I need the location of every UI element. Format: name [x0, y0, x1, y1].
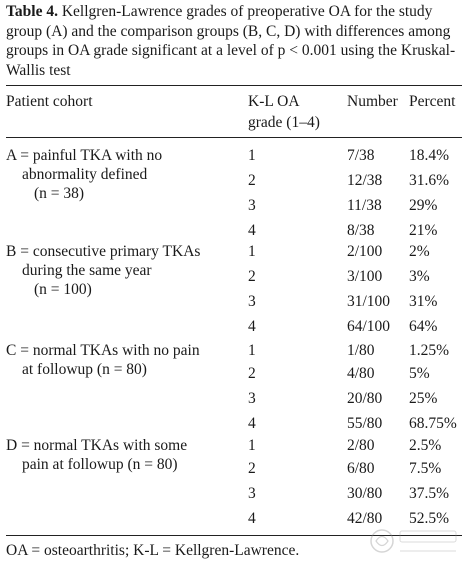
- cohort-label-line: C = normal TKAs with no pain: [6, 342, 200, 359]
- cohort-label-line: (n = 100): [34, 281, 92, 298]
- cell-percent: 21%: [409, 222, 438, 239]
- cell-percent: 2.5%: [409, 437, 442, 454]
- cell-percent: 25%: [409, 390, 438, 407]
- cell-number: 30/80: [347, 485, 383, 502]
- column-header-grade-line1: K-L OA: [248, 93, 300, 110]
- cell-grade: 3: [248, 197, 256, 214]
- cohort-label-line: abnormality defined: [22, 166, 148, 183]
- cell-grade: 2: [248, 365, 256, 382]
- cell-percent: 5%: [409, 365, 430, 382]
- cell-number: 4/80: [347, 365, 375, 382]
- cell-number: 20/80: [347, 390, 383, 407]
- cell-percent: 37.5%: [409, 485, 450, 502]
- cell-percent: 18.4%: [409, 147, 450, 164]
- cell-number: 3/100: [347, 268, 383, 285]
- table-top-rule: [6, 85, 462, 86]
- cell-percent: 3%: [409, 268, 430, 285]
- cell-grade: 2: [248, 268, 256, 285]
- cell-percent: 2%: [409, 243, 430, 260]
- cell-percent: 31.6%: [409, 172, 450, 189]
- cohort-label-line: pain at followup (n = 80): [22, 456, 178, 473]
- cell-percent: 7.5%: [409, 460, 442, 477]
- cell-grade: 1: [248, 147, 256, 164]
- cell-percent: 31%: [409, 293, 438, 310]
- cell-number: 11/38: [347, 197, 382, 214]
- cell-grade: 3: [248, 293, 256, 310]
- column-header-cohort: Patient cohort: [6, 93, 93, 110]
- cell-grade: 3: [248, 390, 256, 407]
- cohort-label-line: at followup (n = 80): [22, 361, 147, 378]
- table-footnote: OA = osteoarthritis; K-L = Kellgren-Lawrence.: [6, 542, 300, 559]
- cell-number: 55/80: [347, 415, 383, 432]
- cell-grade: 1: [248, 342, 256, 359]
- table-caption: [6, 2, 464, 80]
- cell-grade: 2: [248, 460, 256, 477]
- cell-grade: 3: [248, 485, 256, 502]
- cell-number: 1/80: [347, 342, 375, 359]
- cell-percent: 1.25%: [409, 342, 450, 359]
- table-caption-text: Kellgren-Lawrence grades of preoperative OA for the study group (A) and the comparison groups (B, C, D) with differences among groups in OA grade significant at a level of p < 0.001 using the Kruskal-Wallis test: [6, 3, 456, 79]
- cell-number: 2/100: [347, 243, 383, 260]
- cell-percent: 64%: [409, 318, 438, 335]
- column-header-grade-line2: grade (1–4): [248, 114, 320, 131]
- cell-number: 7/38: [347, 147, 375, 164]
- cell-percent: 68.75%: [409, 415, 457, 432]
- cell-grade: 1: [248, 437, 256, 454]
- cell-percent: 52.5%: [409, 510, 450, 527]
- cell-number: 8/38: [347, 222, 375, 239]
- cohort-label-line: during the same year: [22, 262, 152, 279]
- table-label: Table 4.: [6, 3, 58, 20]
- header-rule: [6, 137, 462, 138]
- cell-number: 12/38: [347, 172, 383, 189]
- column-header-grade: [248, 91, 320, 133]
- cell-number: 6/80: [347, 460, 375, 477]
- cell-number: 31/100: [347, 293, 391, 310]
- column-header-number: Number: [347, 93, 398, 110]
- cell-grade: 4: [248, 318, 256, 335]
- cell-percent: 29%: [409, 197, 438, 214]
- column-header-percent: Percent: [409, 93, 456, 110]
- cohort-label-line: (n = 38): [34, 185, 85, 202]
- cell-grade: 4: [248, 222, 256, 239]
- cell-number: 2/80: [347, 437, 375, 454]
- cell-number: 64/100: [347, 318, 391, 335]
- cell-number: 42/80: [347, 510, 383, 527]
- cohort-label-line: B = consecutive primary TKAs: [6, 243, 201, 260]
- cell-grade: 4: [248, 510, 256, 527]
- cell-grade: 1: [248, 243, 256, 260]
- cohort-label-line: A = painful TKA with no: [6, 147, 163, 164]
- cell-grade: 4: [248, 415, 256, 432]
- cohort-label-line: D = normal TKAs with some: [6, 437, 188, 454]
- cell-grade: 2: [248, 172, 256, 189]
- watermark-logo: [368, 525, 464, 559]
